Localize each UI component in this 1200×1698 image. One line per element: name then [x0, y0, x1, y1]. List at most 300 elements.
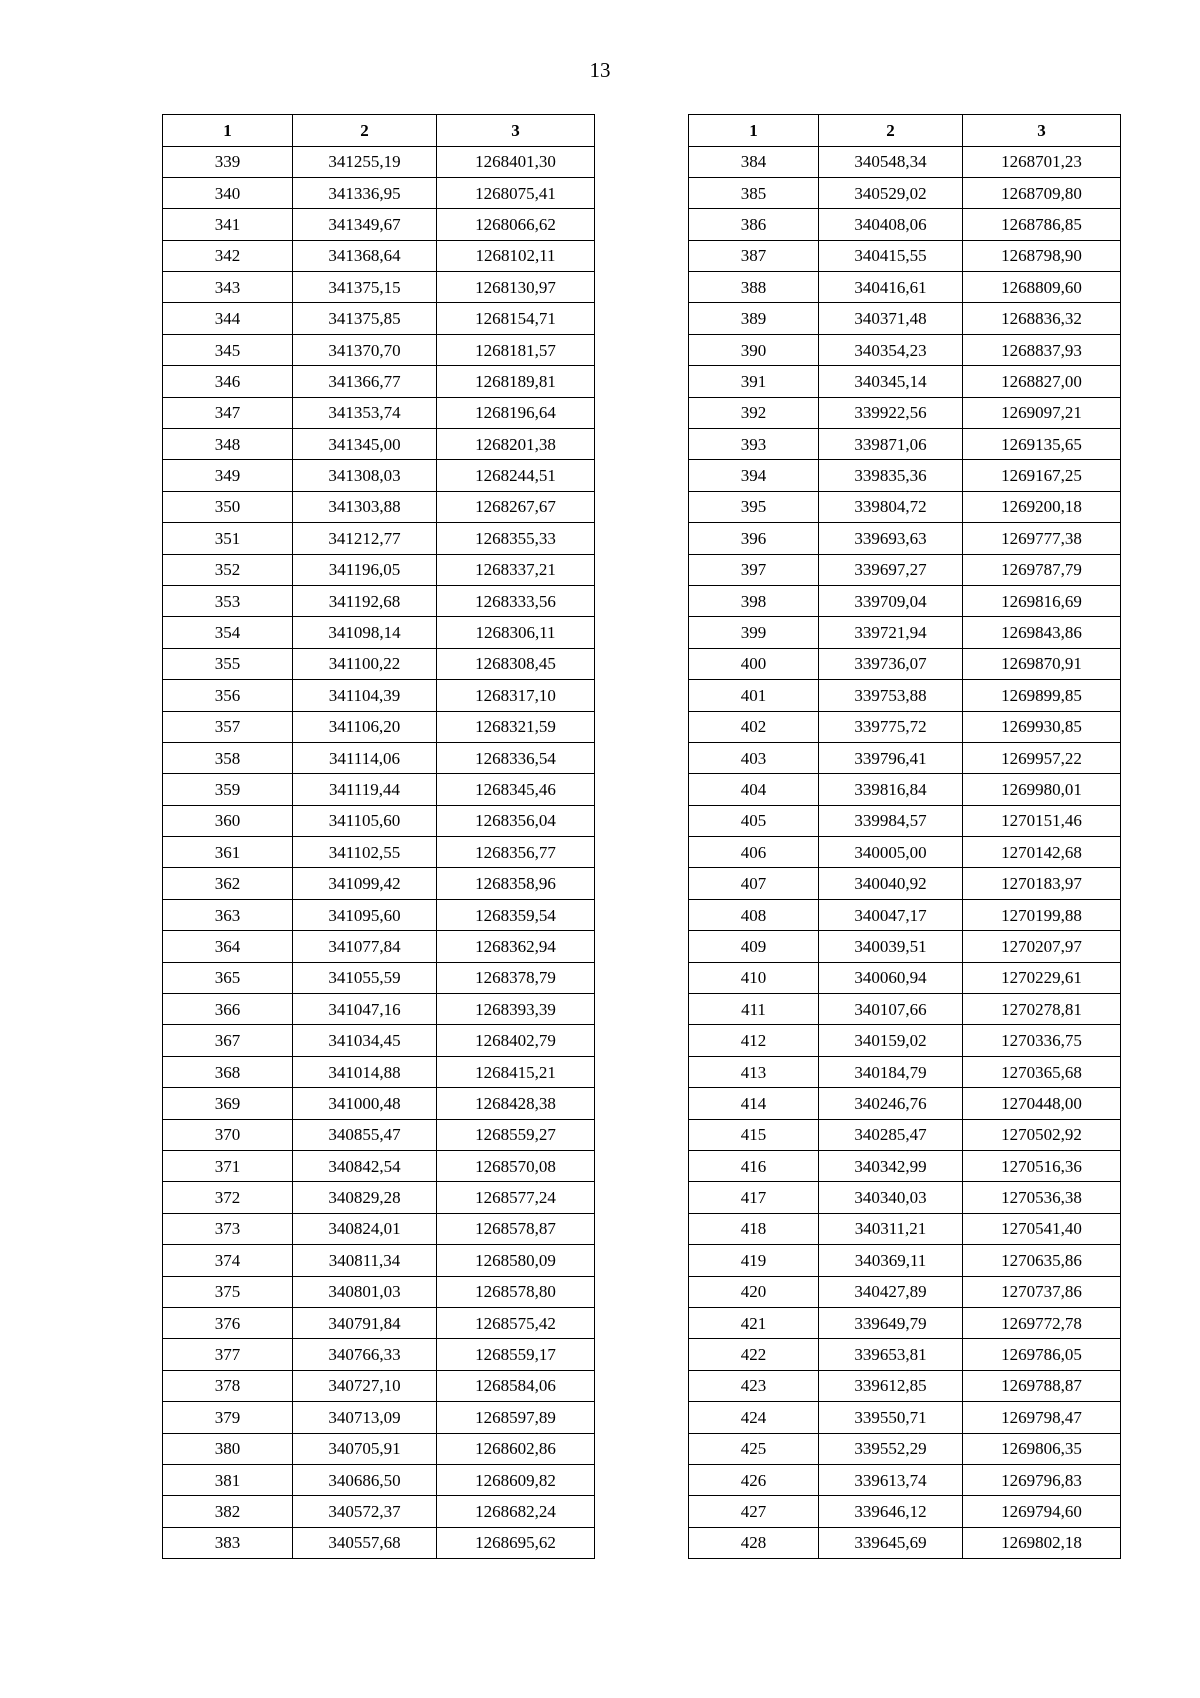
x-coordinate-cell: 340345,14	[819, 366, 963, 397]
table-row	[163, 962, 595, 993]
y-coordinate-cell: 1268317,10	[437, 680, 595, 711]
y-coordinate-cell: 1268401,30	[437, 146, 595, 177]
x-coordinate-cell: 340408,06	[819, 209, 963, 240]
x-coordinate-cell: 340311,21	[819, 1213, 963, 1244]
y-coordinate-cell: 1270516,36	[963, 1151, 1121, 1182]
point-number-cell: 402	[689, 711, 819, 742]
x-coordinate-cell: 339612,85	[819, 1370, 963, 1401]
column-header: 3	[437, 115, 595, 147]
point-number-cell: 387	[689, 240, 819, 271]
point-number-cell: 424	[689, 1402, 819, 1433]
x-coordinate-cell: 340340,03	[819, 1182, 963, 1213]
y-coordinate-cell: 1269806,35	[963, 1433, 1121, 1464]
table-row	[689, 303, 1121, 334]
x-coordinate-cell: 340686,50	[293, 1464, 437, 1495]
point-number-cell: 348	[163, 429, 293, 460]
table-row	[163, 460, 595, 491]
x-coordinate-cell: 339922,56	[819, 397, 963, 428]
table-row	[689, 366, 1121, 397]
y-coordinate-cell: 1268584,06	[437, 1370, 595, 1401]
x-coordinate-cell: 341119,44	[293, 774, 437, 805]
y-coordinate-cell: 1268154,71	[437, 303, 595, 334]
x-coordinate-cell: 340824,01	[293, 1213, 437, 1244]
y-coordinate-cell: 1269777,38	[963, 523, 1121, 554]
x-coordinate-cell: 340427,89	[819, 1276, 963, 1307]
point-number-cell: 370	[163, 1119, 293, 1150]
table-row	[689, 460, 1121, 491]
table-row	[163, 1527, 595, 1558]
x-coordinate-cell: 340342,99	[819, 1151, 963, 1182]
x-coordinate-cell: 341255,19	[293, 146, 437, 177]
y-coordinate-cell: 1268609,82	[437, 1464, 595, 1495]
point-number-cell: 358	[163, 742, 293, 773]
table-row	[689, 585, 1121, 616]
x-coordinate-cell: 341099,42	[293, 868, 437, 899]
point-number-cell: 388	[689, 272, 819, 303]
table-row	[163, 1119, 595, 1150]
x-coordinate-cell: 341100,22	[293, 648, 437, 679]
y-coordinate-cell: 1270635,86	[963, 1245, 1121, 1276]
x-coordinate-cell: 339649,79	[819, 1307, 963, 1338]
table-row	[163, 805, 595, 836]
table-row	[163, 523, 595, 554]
table-row	[689, 1402, 1121, 1433]
x-coordinate-cell: 340047,17	[819, 899, 963, 930]
x-coordinate-cell: 339613,74	[819, 1464, 963, 1495]
x-coordinate-cell: 341114,06	[293, 742, 437, 773]
y-coordinate-cell: 1268809,60	[963, 272, 1121, 303]
x-coordinate-cell: 340415,55	[819, 240, 963, 271]
table-row	[689, 1370, 1121, 1401]
point-number-cell: 365	[163, 962, 293, 993]
x-coordinate-cell: 340529,02	[819, 177, 963, 208]
point-number-cell: 354	[163, 617, 293, 648]
x-coordinate-cell: 341105,60	[293, 805, 437, 836]
point-number-cell: 367	[163, 1025, 293, 1056]
x-coordinate-cell: 340705,91	[293, 1433, 437, 1464]
x-coordinate-cell: 339871,06	[819, 429, 963, 460]
table-row	[689, 1433, 1121, 1464]
y-coordinate-cell: 1268333,56	[437, 585, 595, 616]
point-number-cell: 357	[163, 711, 293, 742]
point-number-cell: 400	[689, 648, 819, 679]
table-row	[689, 1151, 1121, 1182]
y-coordinate-cell: 1268559,27	[437, 1119, 595, 1150]
y-coordinate-cell: 1268701,23	[963, 146, 1121, 177]
point-number-cell: 345	[163, 334, 293, 365]
table-row	[689, 240, 1121, 271]
column-header: 2	[293, 115, 437, 147]
x-coordinate-cell: 340354,23	[819, 334, 963, 365]
table-row	[163, 303, 595, 334]
y-coordinate-cell: 1268267,67	[437, 491, 595, 522]
table-row	[163, 397, 595, 428]
point-number-cell: 372	[163, 1182, 293, 1213]
y-coordinate-cell: 1269135,65	[963, 429, 1121, 460]
table-row	[689, 617, 1121, 648]
table-row	[689, 209, 1121, 240]
point-number-cell: 408	[689, 899, 819, 930]
coordinates-table-right	[688, 114, 1121, 1559]
point-number-cell: 378	[163, 1370, 293, 1401]
x-coordinate-cell: 341055,59	[293, 962, 437, 993]
y-coordinate-cell: 1268578,87	[437, 1213, 595, 1244]
table-row	[689, 146, 1121, 177]
table-row	[163, 1151, 595, 1182]
y-coordinate-cell: 1268580,09	[437, 1245, 595, 1276]
table-row	[689, 491, 1121, 522]
x-coordinate-cell: 339835,36	[819, 460, 963, 491]
table-row	[689, 1245, 1121, 1276]
y-coordinate-cell: 1268345,46	[437, 774, 595, 805]
x-coordinate-cell: 340811,34	[293, 1245, 437, 1276]
point-number-cell: 352	[163, 554, 293, 585]
point-number-cell: 385	[689, 177, 819, 208]
y-coordinate-cell: 1268356,77	[437, 837, 595, 868]
point-number-cell: 351	[163, 523, 293, 554]
x-coordinate-cell: 341192,68	[293, 585, 437, 616]
table-row	[689, 334, 1121, 365]
point-number-cell: 360	[163, 805, 293, 836]
point-number-cell: 389	[689, 303, 819, 334]
point-number-cell: 353	[163, 585, 293, 616]
table-body	[163, 146, 595, 1559]
table-row	[163, 146, 595, 177]
y-coordinate-cell: 1269787,79	[963, 554, 1121, 585]
x-coordinate-cell: 341102,55	[293, 837, 437, 868]
table-row	[163, 177, 595, 208]
table-row	[163, 1182, 595, 1213]
table-row	[689, 1464, 1121, 1495]
point-number-cell: 375	[163, 1276, 293, 1307]
x-coordinate-cell: 340060,94	[819, 962, 963, 993]
x-coordinate-cell: 340159,02	[819, 1025, 963, 1056]
table-row	[163, 617, 595, 648]
table-row	[689, 1496, 1121, 1527]
table-row	[689, 994, 1121, 1025]
y-coordinate-cell: 1268189,81	[437, 366, 595, 397]
point-number-cell: 411	[689, 994, 819, 1025]
point-number-cell: 416	[689, 1151, 819, 1182]
point-number-cell: 396	[689, 523, 819, 554]
x-coordinate-cell: 339804,72	[819, 491, 963, 522]
x-coordinate-cell: 341077,84	[293, 931, 437, 962]
y-coordinate-cell: 1268575,42	[437, 1307, 595, 1338]
y-coordinate-cell: 1269794,60	[963, 1496, 1121, 1527]
point-number-cell: 346	[163, 366, 293, 397]
table-row	[163, 711, 595, 742]
point-number-cell: 383	[163, 1527, 293, 1558]
table-row	[689, 1119, 1121, 1150]
point-number-cell: 390	[689, 334, 819, 365]
table-row	[689, 1307, 1121, 1338]
point-number-cell: 362	[163, 868, 293, 899]
column-header: 2	[819, 115, 963, 147]
point-number-cell: 425	[689, 1433, 819, 1464]
x-coordinate-cell: 339550,71	[819, 1402, 963, 1433]
x-coordinate-cell: 339645,69	[819, 1527, 963, 1558]
point-number-cell: 419	[689, 1245, 819, 1276]
y-coordinate-cell: 1269802,18	[963, 1527, 1121, 1558]
point-number-cell: 427	[689, 1496, 819, 1527]
point-number-cell: 374	[163, 1245, 293, 1276]
point-number-cell: 417	[689, 1182, 819, 1213]
table-row	[163, 209, 595, 240]
x-coordinate-cell: 339693,63	[819, 523, 963, 554]
y-coordinate-cell: 1268196,64	[437, 397, 595, 428]
table-row	[689, 774, 1121, 805]
table-row	[163, 648, 595, 679]
table-row	[163, 1433, 595, 1464]
point-number-cell: 371	[163, 1151, 293, 1182]
y-coordinate-cell: 1268428,38	[437, 1088, 595, 1119]
y-coordinate-cell: 1269097,21	[963, 397, 1121, 428]
point-number-cell: 422	[689, 1339, 819, 1370]
point-number-cell: 428	[689, 1527, 819, 1558]
y-coordinate-cell: 1268075,41	[437, 177, 595, 208]
point-number-cell: 403	[689, 742, 819, 773]
x-coordinate-cell: 341345,00	[293, 429, 437, 460]
x-coordinate-cell: 340829,28	[293, 1182, 437, 1213]
y-coordinate-cell: 1269772,78	[963, 1307, 1121, 1338]
y-coordinate-cell: 1268559,17	[437, 1339, 595, 1370]
point-number-cell: 398	[689, 585, 819, 616]
point-number-cell: 414	[689, 1088, 819, 1119]
point-number-cell: 386	[689, 209, 819, 240]
point-number-cell: 401	[689, 680, 819, 711]
y-coordinate-cell: 1268786,85	[963, 209, 1121, 240]
x-coordinate-cell: 340005,00	[819, 837, 963, 868]
x-coordinate-cell: 341349,67	[293, 209, 437, 240]
x-coordinate-cell: 340285,47	[819, 1119, 963, 1150]
y-coordinate-cell: 1270142,68	[963, 837, 1121, 868]
x-coordinate-cell: 339775,72	[819, 711, 963, 742]
table-row	[163, 1370, 595, 1401]
y-coordinate-cell: 1269899,85	[963, 680, 1121, 711]
table-row	[163, 1213, 595, 1244]
point-number-cell: 415	[689, 1119, 819, 1150]
x-coordinate-cell: 340791,84	[293, 1307, 437, 1338]
y-coordinate-cell: 1268244,51	[437, 460, 595, 491]
table-row	[689, 868, 1121, 899]
y-coordinate-cell: 1268181,57	[437, 334, 595, 365]
table-row	[163, 491, 595, 522]
point-number-cell: 347	[163, 397, 293, 428]
table-row	[689, 272, 1121, 303]
table-row	[163, 899, 595, 930]
y-coordinate-cell: 1268362,94	[437, 931, 595, 962]
page-number: 13	[589, 58, 611, 82]
x-coordinate-cell: 340416,61	[819, 272, 963, 303]
point-number-cell: 420	[689, 1276, 819, 1307]
x-coordinate-cell: 341308,03	[293, 460, 437, 491]
column-header: 1	[689, 115, 819, 147]
x-coordinate-cell: 340713,09	[293, 1402, 437, 1433]
point-number-cell: 399	[689, 617, 819, 648]
y-coordinate-cell: 1269930,85	[963, 711, 1121, 742]
table-row	[163, 774, 595, 805]
y-coordinate-cell: 1268597,89	[437, 1402, 595, 1433]
y-coordinate-cell: 1269788,87	[963, 1370, 1121, 1401]
point-number-cell: 359	[163, 774, 293, 805]
point-number-cell: 379	[163, 1402, 293, 1433]
table-row	[689, 648, 1121, 679]
y-coordinate-cell: 1269816,69	[963, 585, 1121, 616]
x-coordinate-cell: 340766,33	[293, 1339, 437, 1370]
table-row	[689, 680, 1121, 711]
x-coordinate-cell: 339796,41	[819, 742, 963, 773]
x-coordinate-cell: 341196,05	[293, 554, 437, 585]
table-row	[689, 1276, 1121, 1307]
x-coordinate-cell: 341106,20	[293, 711, 437, 742]
point-number-cell: 343	[163, 272, 293, 303]
x-coordinate-cell: 340801,03	[293, 1276, 437, 1307]
y-coordinate-cell: 1268577,24	[437, 1182, 595, 1213]
x-coordinate-cell: 340727,10	[293, 1370, 437, 1401]
y-coordinate-cell: 1268402,79	[437, 1025, 595, 1056]
point-number-cell: 340	[163, 177, 293, 208]
y-coordinate-cell: 1269200,18	[963, 491, 1121, 522]
table-row	[163, 366, 595, 397]
point-number-cell: 418	[689, 1213, 819, 1244]
y-coordinate-cell: 1268798,90	[963, 240, 1121, 271]
y-coordinate-cell: 1268308,45	[437, 648, 595, 679]
point-number-cell: 413	[689, 1056, 819, 1087]
x-coordinate-cell: 341014,88	[293, 1056, 437, 1087]
point-number-cell: 406	[689, 837, 819, 868]
x-coordinate-cell: 341368,64	[293, 240, 437, 271]
y-coordinate-cell: 1269796,83	[963, 1464, 1121, 1495]
point-number-cell: 421	[689, 1307, 819, 1338]
x-coordinate-cell: 340107,66	[819, 994, 963, 1025]
y-coordinate-cell: 1268130,97	[437, 272, 595, 303]
table-row	[689, 1088, 1121, 1119]
point-number-cell: 376	[163, 1307, 293, 1338]
x-coordinate-cell: 341303,88	[293, 491, 437, 522]
y-coordinate-cell: 1268578,80	[437, 1276, 595, 1307]
point-number-cell: 364	[163, 931, 293, 962]
y-coordinate-cell: 1268393,39	[437, 994, 595, 1025]
table-row	[163, 1464, 595, 1495]
y-coordinate-cell: 1268695,62	[437, 1527, 595, 1558]
table-row	[163, 868, 595, 899]
x-coordinate-cell: 340548,34	[819, 146, 963, 177]
y-coordinate-cell: 1268321,59	[437, 711, 595, 742]
y-coordinate-cell: 1270278,81	[963, 994, 1121, 1025]
table-row	[163, 334, 595, 365]
table-row	[163, 742, 595, 773]
table-row	[163, 994, 595, 1025]
point-number-cell: 356	[163, 680, 293, 711]
table-row	[689, 1527, 1121, 1558]
point-number-cell: 426	[689, 1464, 819, 1495]
x-coordinate-cell: 339753,88	[819, 680, 963, 711]
x-coordinate-cell: 340371,48	[819, 303, 963, 334]
table-row	[689, 931, 1121, 962]
table-row	[163, 1025, 595, 1056]
y-coordinate-cell: 1268201,38	[437, 429, 595, 460]
table-row	[689, 397, 1121, 428]
y-coordinate-cell: 1268358,96	[437, 868, 595, 899]
x-coordinate-cell: 340039,51	[819, 931, 963, 962]
x-coordinate-cell: 341095,60	[293, 899, 437, 930]
y-coordinate-cell: 1270183,97	[963, 868, 1121, 899]
table-row	[689, 805, 1121, 836]
point-number-cell: 394	[689, 460, 819, 491]
point-number-cell: 391	[689, 366, 819, 397]
y-coordinate-cell: 1268102,11	[437, 240, 595, 271]
y-coordinate-cell: 1268378,79	[437, 962, 595, 993]
point-number-cell: 407	[689, 868, 819, 899]
column-header: 3	[963, 115, 1121, 147]
x-coordinate-cell: 339736,07	[819, 648, 963, 679]
x-coordinate-cell: 340855,47	[293, 1119, 437, 1150]
table-row	[689, 837, 1121, 868]
y-coordinate-cell: 1270737,86	[963, 1276, 1121, 1307]
y-coordinate-cell: 1268306,11	[437, 617, 595, 648]
y-coordinate-cell: 1268415,21	[437, 1056, 595, 1087]
column-header: 1	[163, 115, 293, 147]
x-coordinate-cell: 341212,77	[293, 523, 437, 554]
point-number-cell: 350	[163, 491, 293, 522]
table-row	[163, 429, 595, 460]
point-number-cell: 377	[163, 1339, 293, 1370]
point-number-cell: 369	[163, 1088, 293, 1119]
table-row	[163, 1402, 595, 1433]
table-row	[689, 711, 1121, 742]
y-coordinate-cell: 1269957,22	[963, 742, 1121, 773]
point-number-cell: 381	[163, 1464, 293, 1495]
y-coordinate-cell: 1269870,91	[963, 648, 1121, 679]
y-coordinate-cell: 1268356,04	[437, 805, 595, 836]
x-coordinate-cell: 341375,85	[293, 303, 437, 334]
x-coordinate-cell: 341000,48	[293, 1088, 437, 1119]
x-coordinate-cell: 339646,12	[819, 1496, 963, 1527]
x-coordinate-cell: 339653,81	[819, 1339, 963, 1370]
point-number-cell: 373	[163, 1213, 293, 1244]
point-number-cell: 404	[689, 774, 819, 805]
point-number-cell: 339	[163, 146, 293, 177]
x-coordinate-cell: 340184,79	[819, 1056, 963, 1087]
table-row	[689, 429, 1121, 460]
table-row	[689, 1056, 1121, 1087]
x-coordinate-cell: 340842,54	[293, 1151, 437, 1182]
y-coordinate-cell: 1269167,25	[963, 460, 1121, 491]
point-number-cell: 395	[689, 491, 819, 522]
x-coordinate-cell: 339552,29	[819, 1433, 963, 1464]
x-coordinate-cell: 341366,77	[293, 366, 437, 397]
x-coordinate-cell: 341034,45	[293, 1025, 437, 1056]
table-row	[689, 1339, 1121, 1370]
point-number-cell: 409	[689, 931, 819, 962]
y-coordinate-cell: 1268066,62	[437, 209, 595, 240]
point-number-cell: 397	[689, 554, 819, 585]
table-row	[163, 585, 595, 616]
table-row	[163, 272, 595, 303]
point-number-cell: 363	[163, 899, 293, 930]
x-coordinate-cell: 341098,14	[293, 617, 437, 648]
point-number-cell: 423	[689, 1370, 819, 1401]
x-coordinate-cell: 339984,57	[819, 805, 963, 836]
y-coordinate-cell: 1270536,38	[963, 1182, 1121, 1213]
y-coordinate-cell: 1270199,88	[963, 899, 1121, 930]
y-coordinate-cell: 1268682,24	[437, 1496, 595, 1527]
x-coordinate-cell: 341047,16	[293, 994, 437, 1025]
y-coordinate-cell: 1269980,01	[963, 774, 1121, 805]
point-number-cell: 412	[689, 1025, 819, 1056]
y-coordinate-cell: 1268827,00	[963, 366, 1121, 397]
point-number-cell: 361	[163, 837, 293, 868]
